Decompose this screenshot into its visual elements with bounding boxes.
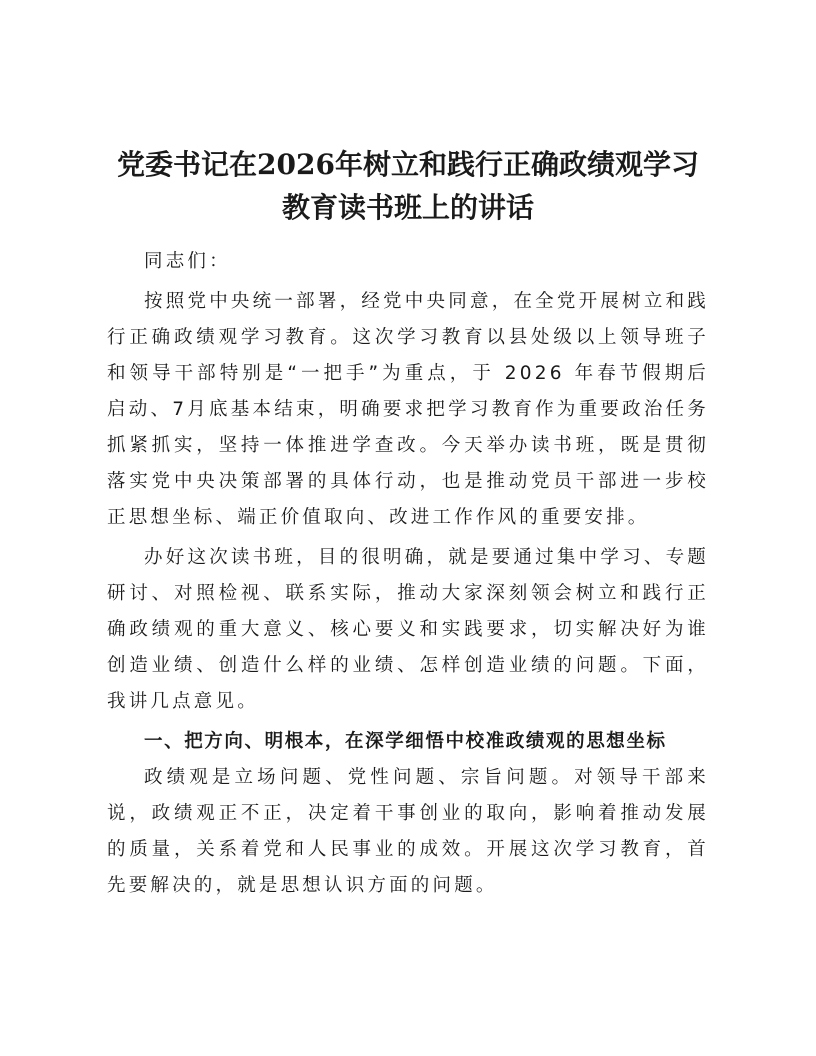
document-body: [107, 244, 709, 908]
document-title-line-1: 党委书记在2026年树立和践行正确政绩观学习: [117, 148, 699, 181]
paragraph-section-1: 政绩观是立场问题、党性问题、宗旨问题。对领导干部来说，政绩观正不正，决定着干事创业的取向，影响着推动发展的质量，关系着党和人民事业的成效。开展这次学习教育，首先要解决的，就是思想认识方面的问题。: [107, 767, 709, 896]
greeting: 同志们：: [144, 251, 231, 272]
paragraph-intro: 按照党中央统一部署，经党中央同意，在全党开展树立和践行正确政绩观学习教育。这次学习教育以县处级以上领导班子和领导干部特别是“一把手”为重点，于 2026 年春节假期后启动、7月底基本结束，明确要求把学习教育作为重要政治任务抓紧抓实，坚持一体推进学查改。今天举办读书班，既是贯彻落实党中央决策部署的具体行动，也是推动党员干部进一步校正思想坐标、端正价值取向、改进工作作风的重要安排。: [107, 291, 709, 528]
paragraph-purpose: 办好这次读书班，目的很明确，就是要通过集中学习、专题研讨、对照检视、联系实际，推动大家深刻领会树立和践行正确政绩观的重大意义、核心要义和实践要求，切实解决好为谁创造业绩、创造什么样的业绩、怎样创造业绩的问题。下面，我讲几点意见。: [107, 547, 709, 712]
section-heading-1: 一、把方向、明根本，在深学细悟中校准政绩观的思想坐标: [144, 731, 667, 752]
document-title-line-2: 教育读书班上的讲话: [281, 191, 534, 224]
